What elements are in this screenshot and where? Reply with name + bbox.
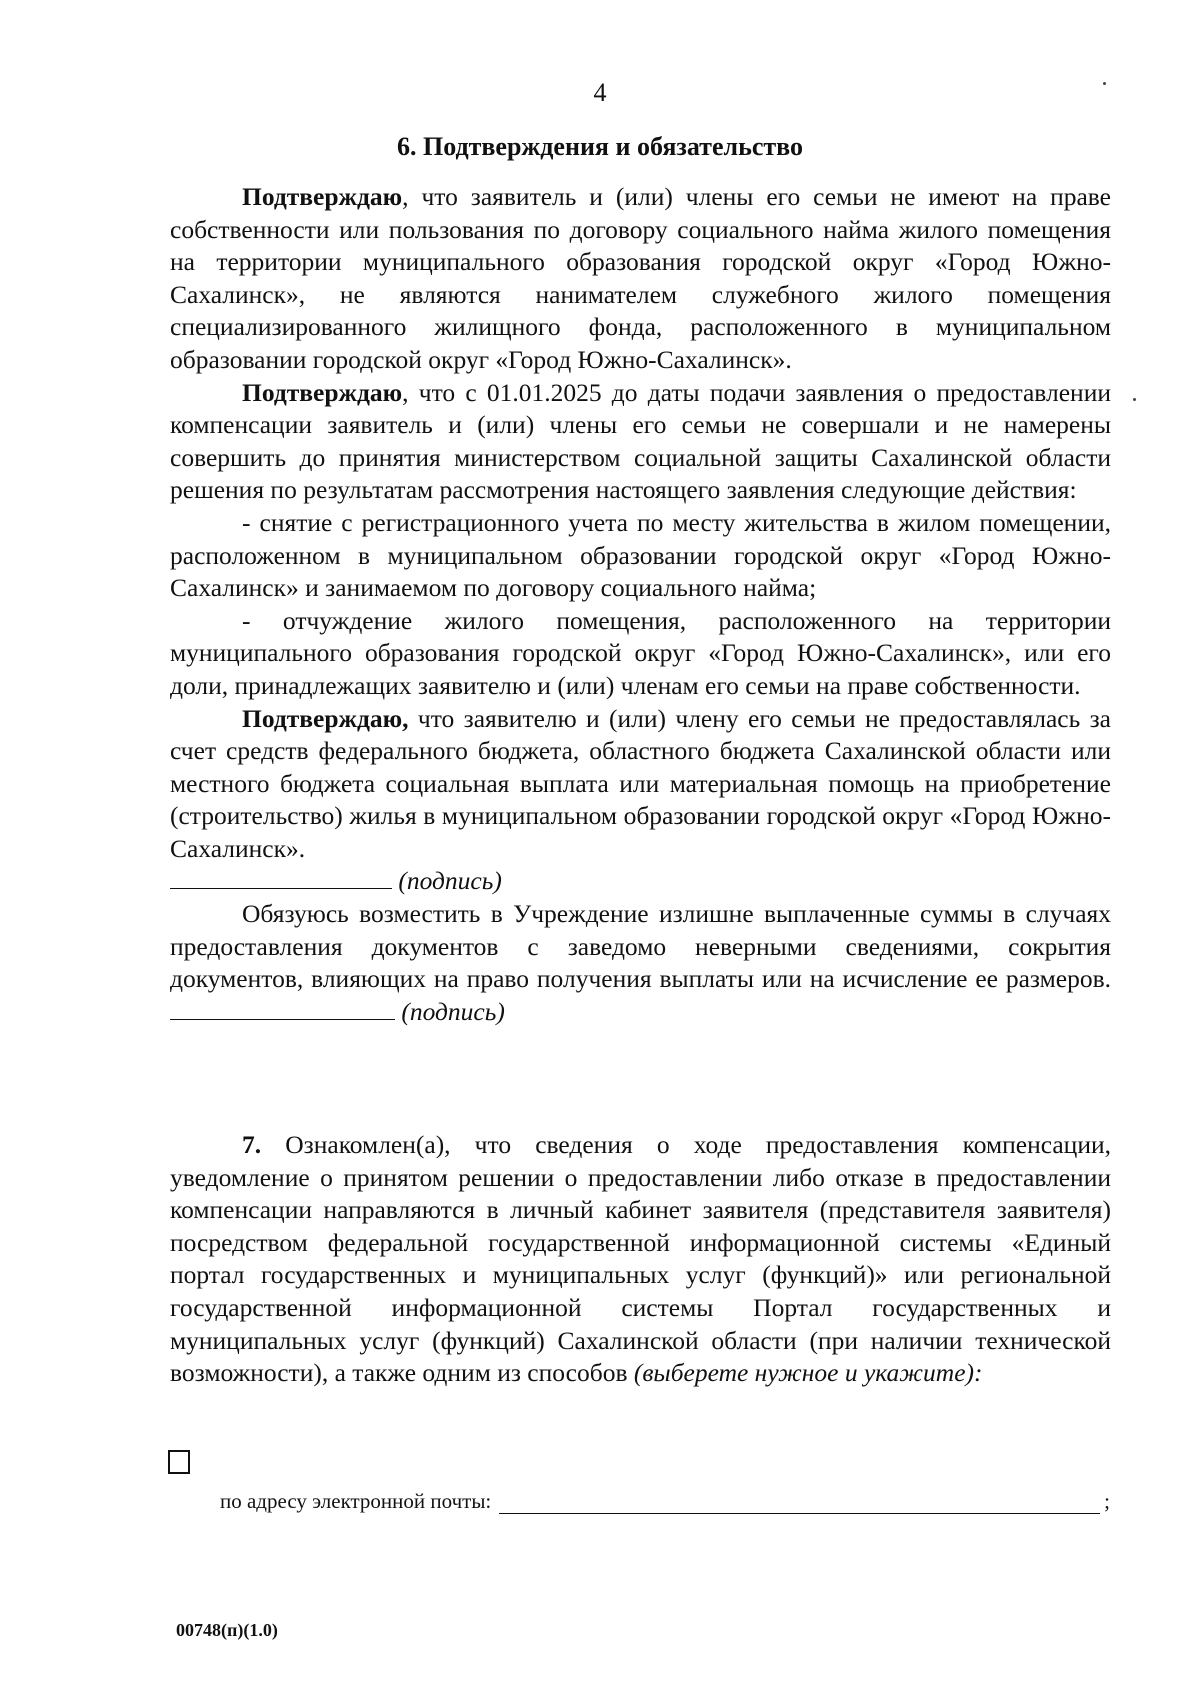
section-7-number: 7. <box>242 1130 262 1159</box>
paragraph-confirm-no-actions <box>170 377 1111 507</box>
email-terminator: ; <box>1104 1489 1110 1513</box>
scan-speck <box>1103 82 1106 85</box>
paragraph-confirm-no-housing <box>170 181 1111 377</box>
paragraph-obligation <box>170 898 1111 1028</box>
confirm-bold-3: Подтверждаю, <box>242 703 409 733</box>
section-6-title: 6. Подтверждения и обязательство <box>396 132 803 161</box>
email-row <box>220 1484 1110 1514</box>
paragraph-text-3: что заявителю и (или) члену его семьи не предоставлялась за счет средств федерального бюджета, областного бюджета Сахалинской области или местного бюджета социальная выплата или материальная помощь на приобретение (строительство) жилья в муниципальном образовании городской округ «Город Южно-Сахалинск». <box>170 703 1111 863</box>
email-input-line[interactable] <box>499 1491 1100 1514</box>
section-6-body <box>170 181 1111 1028</box>
page-number: 4 <box>593 78 607 107</box>
signature-label-1: (подпись) <box>398 866 502 896</box>
section-7-body <box>170 1129 1111 1390</box>
signature-row-1 <box>170 865 1111 898</box>
signature-line-2[interactable] <box>170 997 395 1020</box>
section-7-text: Ознакомлен(а), что сведения о ходе предоставления компенсации, уведомление о принятом решении о предоставлении либо отказе в предоставлении компенсации направляются в личный кабинет заявителя (представителя заявителя) посредством федеральной государственной информационной системы «Единый портал государственных и муниципальных услуг (функций)» или региональной государственной информационной системы Портал государственных и муниципальных услуг (функций) Сахалинской области (при наличии технической возможности), а также одним из способов <box>170 1130 1111 1388</box>
signature-line-1[interactable] <box>170 866 392 889</box>
document-code: 00748(п)(1.0) <box>176 1620 278 1640</box>
list-item-alienation: - отчуждение жилого помещения, расположенного на территории муниципального образования городской округ «Город Южно-Сахалинск», или его доли, принадлежащих заявителю и (или) членам его семьи на праве собственности. <box>170 605 1111 700</box>
paragraph-text-2: , что с 01.01.2025 до даты подачи заявления о предоставлении компенсации заявитель и (или) члены его семьи не совершали и не намерены совершить до принятия министерством социальной защиты Сахалинской области решения по результатам рассмотрения настоящего заявления следующие действия: <box>170 377 1111 505</box>
scan-speck <box>1133 398 1136 401</box>
confirm-bold-1: Подтверждаю <box>242 182 403 211</box>
list-item-deregistration: - снятие с регистрационного учета по месту жительства в жилом помещении, расположенном в муниципальном образовании городской округ «Город Южно-Сахалинск» и занимаемом по договору социального найма; <box>170 507 1111 603</box>
paragraph-confirm-no-payments <box>170 703 1111 866</box>
confirm-bold-2: Подтверждаю <box>242 377 403 407</box>
email-option-checkbox[interactable] <box>168 1450 190 1474</box>
paragraph-notification <box>170 1129 1111 1390</box>
paragraph-text-4: Обязуюсь возместить в Учреждение излишне выплаченные суммы в случаях предоставления документов с заведомо неверными сведениями, сокрытия документов, влияющих на право получения выплаты или на исчисление ее размеров. <box>170 899 1111 994</box>
email-label: по адресу электронной почты: <box>220 1489 492 1513</box>
paragraph-text-1: , что заявитель и (или) члены его семьи не имеют на праве собственности или пользования по договору социального найма жилого помещения на территории муниципального образования городской округ «Город Южно-Сахалинск», не являются нанимателем служебного жилого помещения специализированного жилищного фонда, расположенного в муниципальном образовании городской округ «Город Южно-Сахалинск». <box>170 182 1111 374</box>
signature-label-2: (подпись) <box>401 996 505 1026</box>
section-7-instruction: (выберете нужное и укажите): <box>633 1358 983 1388</box>
